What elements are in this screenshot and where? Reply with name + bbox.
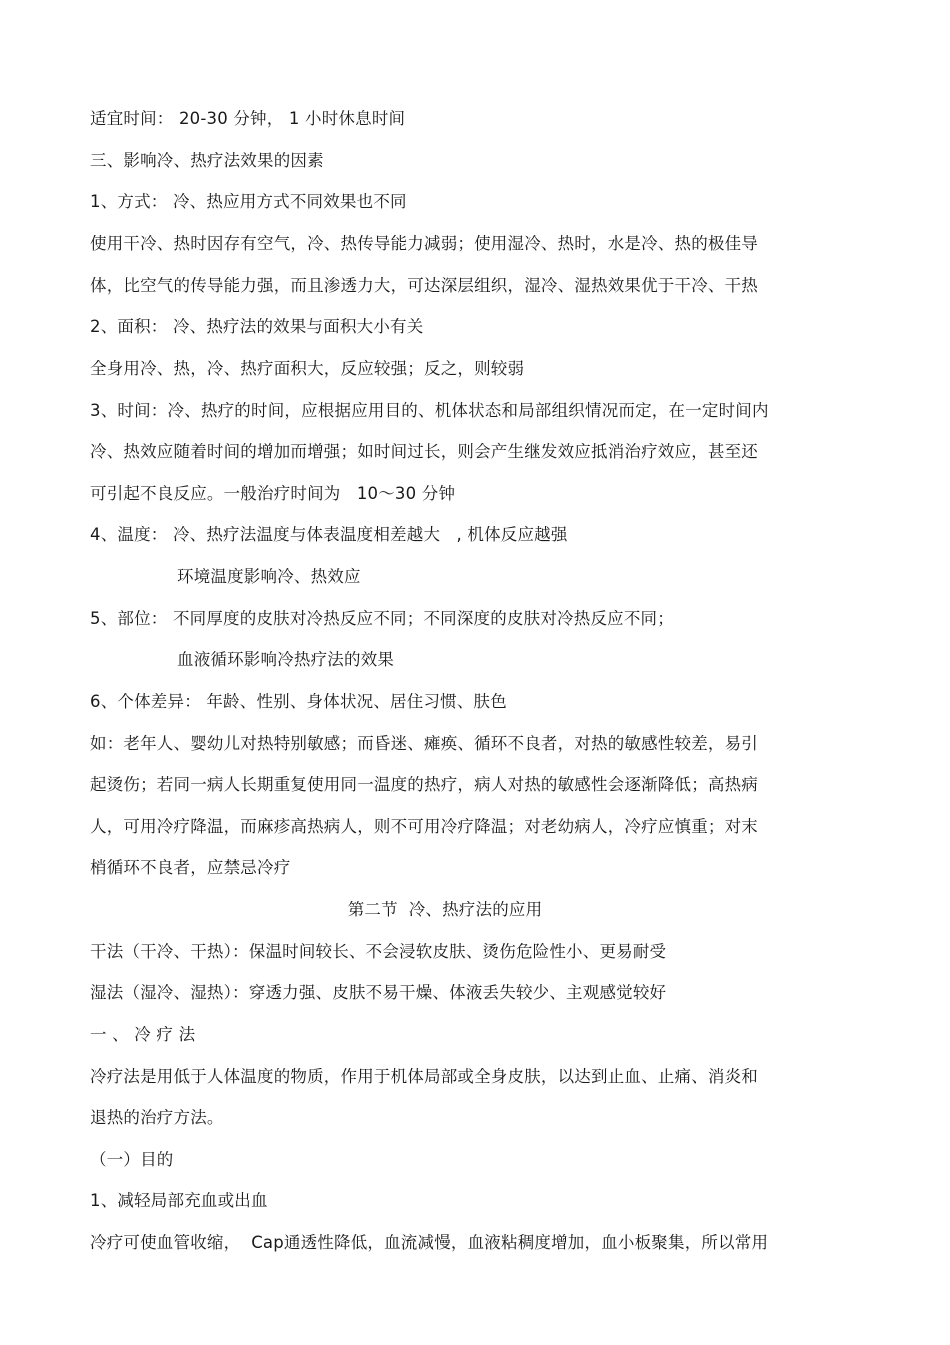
text-line-method: 1、方式： 冷、热应用方式不同效果也不同	[90, 192, 407, 211]
text-line-temperature-env: 环境温度影响冷、热效应	[177, 567, 361, 586]
text-line-individual-diff: 6、个体差异： 年龄、性别、身体状况、居住习惯、肤色	[90, 692, 507, 711]
section-heading-cold-therapy: 一 、 冷 疗 法	[90, 1025, 196, 1044]
text-line-purpose-1: 1、减轻局部充血或出血	[90, 1191, 268, 1210]
text-line-purpose-1-detail: 冷疗可使血管收缩， Cap通透性降低，血流减慢，血液粘稠度增加，血小板聚集，所以常用	[90, 1233, 769, 1252]
text-line-method-detail-2: 体，比空气的传导能力强，而且渗透力大，可达深层组织，湿冷、湿热效果优于干冷、干热	[90, 276, 758, 295]
text-line-example-4: 梢循环不良者，应禁忌冷疗	[90, 858, 291, 877]
section-heading-factors: 三、影响冷、热疗法效果的因素	[90, 151, 324, 170]
text-line-dry-method: 干法（干冷、干热）：保温时间较长、不会浸软皮肤、烫伤危险性小、更易耐受	[90, 942, 667, 961]
text-line-wet-method: 湿法（湿冷、湿热）：穿透力强、皮肤不易干燥、体液丢失较少、主观感觉较好	[90, 983, 667, 1002]
text-line-example-1: 如：老年人、婴幼儿对热特别敏感；而昏迷、瘫痪、循环不良者，对热的敏感性较差，易引	[90, 734, 758, 753]
section-title-application: 第二节 冷、热疗法的应用	[347, 900, 543, 919]
text-line-time-detail-1: 冷、热效应随着时间的增加而增强；如时间过长，则会产生继发效应抵消治疗效应，甚至还	[90, 442, 758, 461]
text-line-temperature: 4、温度： 冷、热疗法温度与体表温度相差越大 , 机体反应越强	[90, 525, 568, 544]
text-line-example-3: 人，可用冷疗降温，而麻疹高热病人，则不可用冷疗降温；对老幼病人，冷疗应慎重；对末	[90, 817, 758, 836]
text-line-area-detail: 全身用冷、热，冷、热疗面积大，反应较强；反之，则较弱	[90, 359, 525, 378]
subheading-purpose: （一）目的	[90, 1150, 174, 1169]
text-line-cold-definition-1: 冷疗法是用低于人体温度的物质，作用于机体局部或全身皮肤，以达到止血、止痛、消炎和	[90, 1067, 758, 1086]
text-line-area: 2、面积： 冷、热疗法的效果与面积大小有关	[90, 317, 424, 336]
text-line-cold-definition-2: 退热的治疗方法。	[90, 1108, 224, 1127]
text-line-location: 5、部位： 不同厚度的皮肤对冷热反应不同；不同深度的皮肤对冷热反应不同；	[90, 609, 674, 628]
text-line-method-detail-1: 使用干冷、热时因存有空气，冷、热传导能力减弱；使用湿冷、热时，水是冷、热的极佳导	[90, 234, 758, 253]
text-line-suitable-time: 适宜时间： 20-30 分钟， 1 小时休息时间	[90, 109, 406, 128]
text-line-location-blood: 血液循环影响冷热疗法的效果	[177, 650, 395, 669]
text-line-example-2: 起烫伤；若同一病人长期重复使用同一温度的热疗，病人对热的敏感性会逐渐降低；高热病	[90, 775, 758, 794]
text-line-time-detail-2: 可引起不良反应。一般治疗时间为 10～30 分钟	[90, 484, 456, 503]
text-line-time: 3、时间：冷、热疗的时间，应根据应用目的、机体状态和局部组织情况而定，在一定时间内	[90, 401, 769, 420]
